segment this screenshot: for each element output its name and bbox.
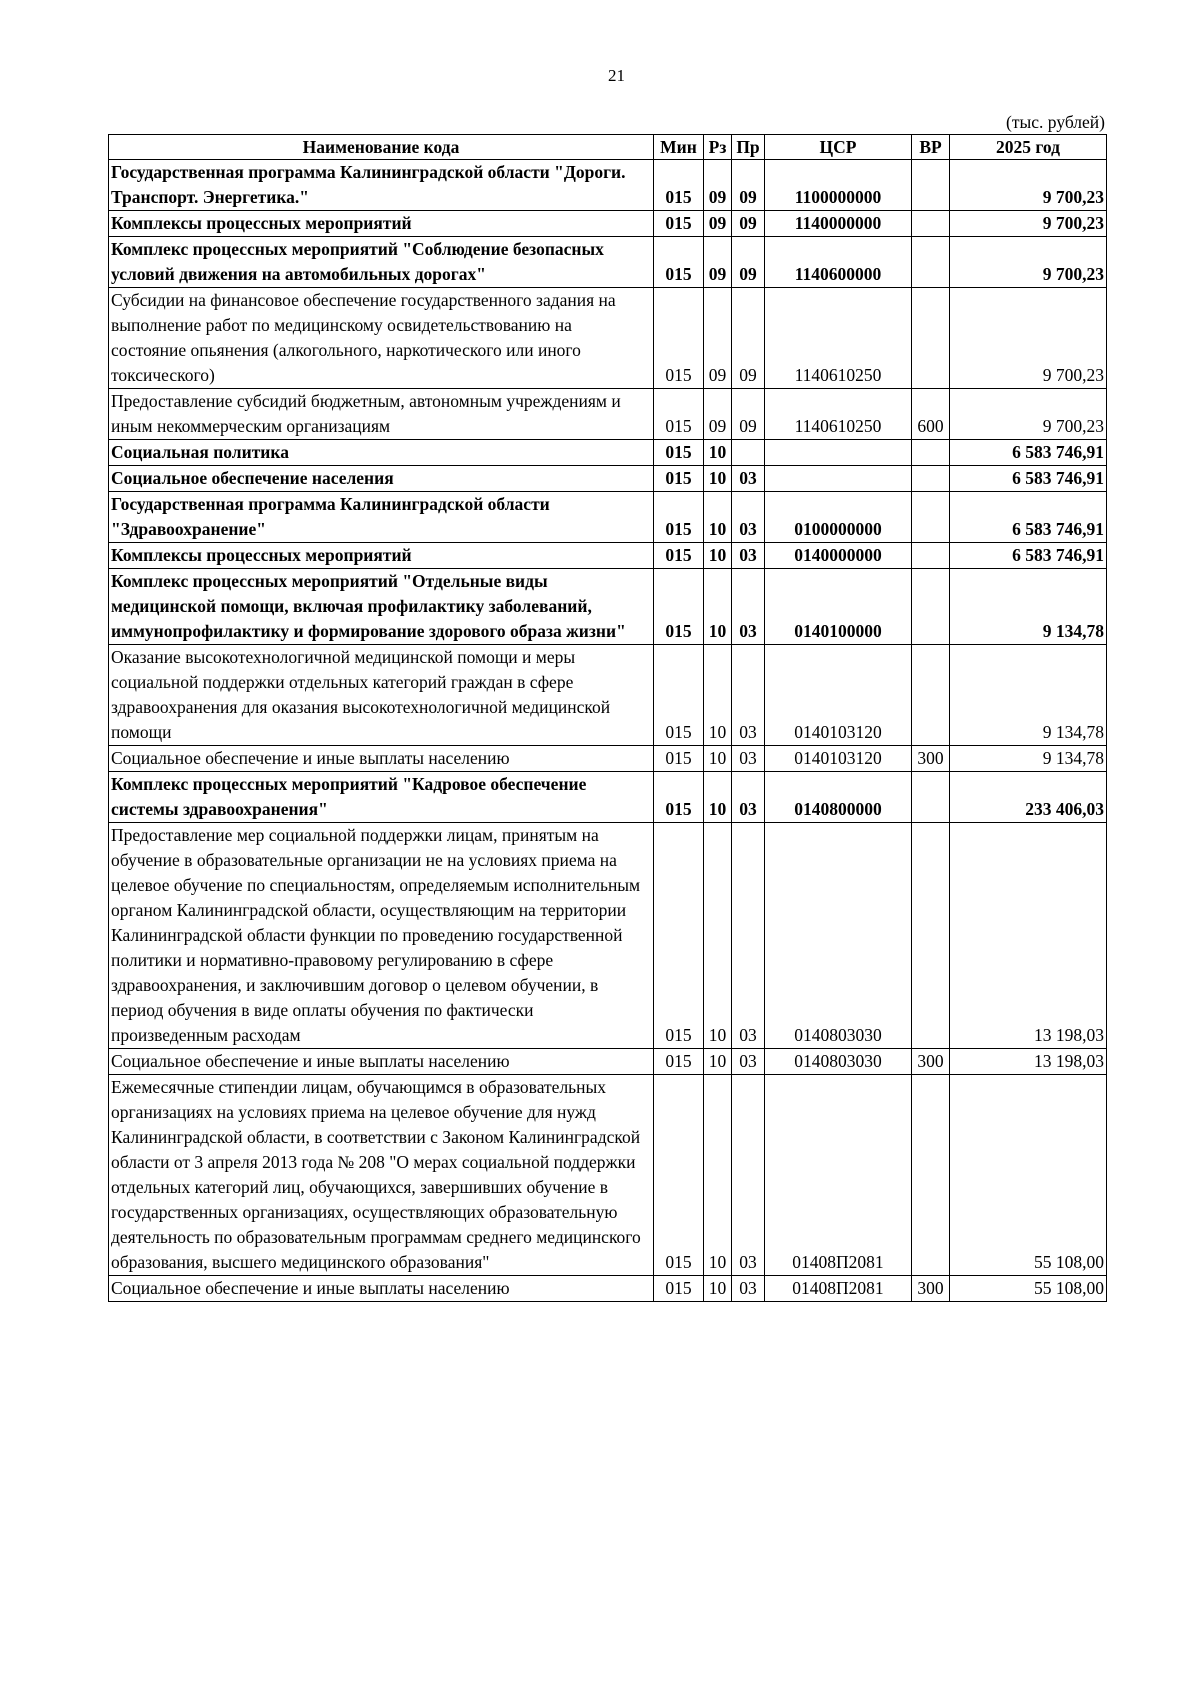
cell-pr: 09: [732, 237, 765, 288]
cell-amount: 9 700,23: [950, 237, 1107, 288]
cell-rz: 10: [704, 1276, 732, 1302]
header-vr: ВР: [912, 135, 950, 160]
cell-name: Комплексы процессных мероприятий: [109, 543, 654, 569]
cell-csr: 0140803030: [765, 823, 912, 1049]
cell-amount: 6 583 746,91: [950, 466, 1107, 492]
cell-amount: 9 700,23: [950, 160, 1107, 211]
header-pr: Пр: [732, 135, 765, 160]
table-row: [109, 466, 1107, 492]
header-name: Наименование кода: [109, 135, 654, 160]
cell-name: Субсидии на финансовое обеспечение государственного задания на выполнение работ по медицинскому освидетельствованию на состояние опьянения (алкогольного, наркотического или иного токсического): [109, 288, 654, 389]
table-header-row: [109, 135, 1107, 160]
cell-amount: 9 700,23: [950, 288, 1107, 389]
header-rz: Рз: [704, 135, 732, 160]
cell-rz: 10: [704, 466, 732, 492]
cell-csr: [765, 466, 912, 492]
cell-min: 015: [654, 237, 704, 288]
cell-name: Предоставление субсидий бюджетным, автономным учреждениям и иным некоммерческим организациям: [109, 389, 654, 440]
cell-csr: 1140600000: [765, 237, 912, 288]
cell-csr: 1140610250: [765, 288, 912, 389]
cell-amount: 9 134,78: [950, 645, 1107, 746]
cell-csr: 0140103120: [765, 645, 912, 746]
cell-name: Государственная программа Калининградской области "Дороги. Транспорт. Энергетика.": [109, 160, 654, 211]
cell-min: 015: [654, 1075, 704, 1276]
cell-min: 015: [654, 389, 704, 440]
cell-rz: 10: [704, 1049, 732, 1075]
cell-pr: 03: [732, 1276, 765, 1302]
cell-csr: 0140800000: [765, 772, 912, 823]
cell-amount: 6 583 746,91: [950, 543, 1107, 569]
cell-min: 015: [654, 440, 704, 466]
cell-vr: [912, 440, 950, 466]
cell-name: Социальное обеспечение и иные выплаты населению: [109, 746, 654, 772]
cell-rz: 10: [704, 440, 732, 466]
cell-csr: 0140100000: [765, 569, 912, 645]
cell-amount: 9 134,78: [950, 569, 1107, 645]
cell-rz: 09: [704, 288, 732, 389]
cell-pr: 03: [732, 1075, 765, 1276]
cell-name: Социальное обеспечение и иные выплаты населению: [109, 1276, 654, 1302]
cell-min: 015: [654, 1276, 704, 1302]
cell-rz: 10: [704, 746, 732, 772]
cell-pr: 03: [732, 746, 765, 772]
table-row: [109, 569, 1107, 645]
cell-name: Социальное обеспечение населения: [109, 466, 654, 492]
cell-rz: 10: [704, 1075, 732, 1276]
cell-name: Комплекс процессных мероприятий "Кадровое обеспечение системы здравоохранения": [109, 772, 654, 823]
cell-rz: 09: [704, 389, 732, 440]
cell-name: Комплексы процессных мероприятий: [109, 211, 654, 237]
cell-vr: [912, 492, 950, 543]
cell-amount: 9 700,23: [950, 211, 1107, 237]
cell-vr: [912, 288, 950, 389]
cell-name: Комплекс процессных мероприятий "Отдельные виды медицинской помощи, включая профилактику заболеваний, иммунопрофилактику и формирование здорового образа жизни": [109, 569, 654, 645]
cell-name: Социальное обеспечение и иные выплаты населению: [109, 1049, 654, 1075]
cell-rz: 09: [704, 211, 732, 237]
cell-csr: 0140103120: [765, 746, 912, 772]
cell-csr: [765, 440, 912, 466]
cell-pr: 03: [732, 492, 765, 543]
cell-min: 015: [654, 645, 704, 746]
cell-min: 015: [654, 288, 704, 389]
cell-rz: 09: [704, 160, 732, 211]
cell-rz: 10: [704, 492, 732, 543]
header-min: Мин: [654, 135, 704, 160]
cell-amount: 13 198,03: [950, 823, 1107, 1049]
cell-name: Социальная политика: [109, 440, 654, 466]
cell-pr: 03: [732, 466, 765, 492]
cell-pr: 09: [732, 389, 765, 440]
cell-csr: 1140610250: [765, 389, 912, 440]
table-row: [109, 492, 1107, 543]
table-row: [109, 211, 1107, 237]
cell-rz: 10: [704, 569, 732, 645]
cell-vr: [912, 645, 950, 746]
cell-csr: 1100000000: [765, 160, 912, 211]
cell-vr: [912, 543, 950, 569]
cell-amount: 6 583 746,91: [950, 492, 1107, 543]
table-row: [109, 237, 1107, 288]
cell-amount: 55 108,00: [950, 1075, 1107, 1276]
cell-rz: 09: [704, 237, 732, 288]
cell-name: Ежемесячные стипендии лицам, обучающимся в образовательных организациях на условиях приема на целевое обучение для нужд Калининградской области, в соответствии с Законом Калининградской области от 3 апреля 2013 года № 208 "О мерах социальной поддержки отдельных категорий лиц, обучающихся, завершивших обучение в государственных организациях, осуществляющих образовательную деятельность по образовательным программам среднего медицинского образования, высшего медицинского образования": [109, 1075, 654, 1276]
cell-pr: 03: [732, 645, 765, 746]
cell-amount: 233 406,03: [950, 772, 1107, 823]
cell-pr: 03: [732, 772, 765, 823]
table-row: [109, 160, 1107, 211]
cell-min: 015: [654, 160, 704, 211]
cell-min: 015: [654, 211, 704, 237]
cell-csr: 01408П2081: [765, 1276, 912, 1302]
cell-min: 015: [654, 569, 704, 645]
units-label: (тыс. рублей): [1006, 112, 1105, 132]
table-row: [109, 772, 1107, 823]
cell-csr: 0140803030: [765, 1049, 912, 1075]
cell-name: Оказание высокотехнологичной медицинской помощи и меры социальной поддержки отдельных категорий граждан в сфере здравоохранения для оказания высокотехнологичной медицинской помощи: [109, 645, 654, 746]
cell-min: 015: [654, 772, 704, 823]
table-row: [109, 746, 1107, 772]
cell-amount: 13 198,03: [950, 1049, 1107, 1075]
cell-vr: [912, 772, 950, 823]
cell-rz: 10: [704, 823, 732, 1049]
cell-vr: [912, 160, 950, 211]
table-row: [109, 543, 1107, 569]
cell-pr: 03: [732, 823, 765, 1049]
cell-amount: 9 134,78: [950, 746, 1107, 772]
cell-pr: 03: [732, 543, 765, 569]
cell-csr: 01408П2081: [765, 1075, 912, 1276]
cell-pr: [732, 440, 765, 466]
cell-pr: 09: [732, 288, 765, 389]
cell-vr: [912, 237, 950, 288]
cell-vr: [912, 823, 950, 1049]
cell-pr: 09: [732, 160, 765, 211]
cell-pr: 09: [732, 211, 765, 237]
cell-csr: 0100000000: [765, 492, 912, 543]
cell-amount: 55 108,00: [950, 1276, 1107, 1302]
cell-vr: [912, 1075, 950, 1276]
cell-amount: 9 700,23: [950, 389, 1107, 440]
cell-csr: 1140000000: [765, 211, 912, 237]
cell-rz: 10: [704, 645, 732, 746]
cell-name: Комплекс процессных мероприятий "Соблюдение безопасных условий движения на автомобильных дорогах": [109, 237, 654, 288]
cell-name: Государственная программа Калининградской области "Здравоохранение": [109, 492, 654, 543]
header-csr: ЦСР: [765, 135, 912, 160]
table-row: [109, 1049, 1107, 1075]
page-number: 21: [608, 66, 625, 85]
header-amount: 2025 год: [950, 135, 1107, 160]
cell-vr: [912, 466, 950, 492]
cell-vr: 600: [912, 389, 950, 440]
table-row: [109, 288, 1107, 389]
budget-table: [108, 134, 1107, 1302]
cell-min: 015: [654, 492, 704, 543]
cell-vr: [912, 569, 950, 645]
cell-vr: 300: [912, 746, 950, 772]
table-row: [109, 1276, 1107, 1302]
cell-vr: 300: [912, 1049, 950, 1075]
cell-rz: 10: [704, 543, 732, 569]
table-row: [109, 389, 1107, 440]
cell-vr: [912, 211, 950, 237]
cell-csr: 0140000000: [765, 543, 912, 569]
table-row: [109, 440, 1107, 466]
table-row: [109, 823, 1107, 1049]
cell-min: 015: [654, 466, 704, 492]
cell-amount: 6 583 746,91: [950, 440, 1107, 466]
cell-min: 015: [654, 543, 704, 569]
cell-min: 015: [654, 823, 704, 1049]
table-body: [109, 160, 1107, 1302]
cell-min: 015: [654, 746, 704, 772]
table-row: [109, 645, 1107, 746]
cell-min: 015: [654, 1049, 704, 1075]
cell-pr: 03: [732, 1049, 765, 1075]
table-row: [109, 1075, 1107, 1276]
cell-rz: 10: [704, 772, 732, 823]
cell-vr: 300: [912, 1276, 950, 1302]
cell-pr: 03: [732, 569, 765, 645]
cell-name: Предоставление мер социальной поддержки лицам, принятым на обучение в образовательные организации не на условиях приема на целевое обучение по специальностям, определяемым исполнительным органом Калининградской области, осуществляющим на территории Калининградской области функции по проведению государственной политики и нормативно-правовому регулированию в сфере здравоохранения, и заключившим договор о целевом обучении, в период обучения в виде оплаты обучения по фактически произведенным расходам: [109, 823, 654, 1049]
